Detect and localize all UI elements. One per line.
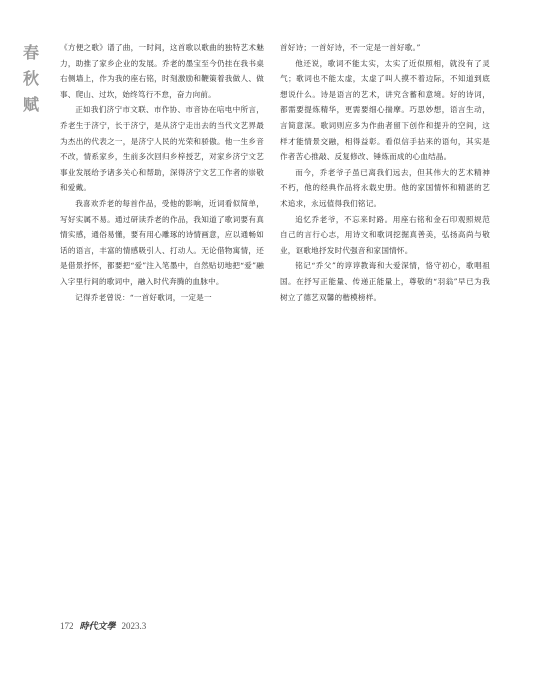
section-title-char: 秋	[22, 69, 39, 88]
paragraph: 而今，乔老爷子虽已离我们远去，但其伟大的艺术精神不朽，他的经典作品将永载史册。他的家国情怀和精湛的艺术追求，永远值得我们铭记。	[280, 167, 490, 208]
paragraph: 我喜欢乔老的每首作品，受他的影响，近词看似简单，写好实属不易。通过研读乔老的作品，我知道了歌词要有真情实感，通俗易懂，要有用心雕琢的诗情画意，应以通畅如话的语言，丰富的情感吸引人、打动人。无论借物寓情，还是借景抒怀，都要把“爱”注入笔墨中，自然贴切地把“爱”融入字里行间的歌词中，融入时代奔腾的血脉中。	[60, 198, 264, 286]
paragraph: 正如我们济宁市文联、市作协、市音协在唁电中所言，乔老生于济宁，长于济宁，是从济宁走出去的当代文艺界最为杰出的代表之一，是济宁人民的光荣和骄傲。他一生乡音不改，情系家乡，生前多次回归乡梓授艺，对家乡济宁文艺事业发展给予诸多关心和帮助，深得济宁文艺工作者的崇敬和爱戴。	[60, 105, 264, 193]
paragraph: 《方便之歌》谱了曲，一时间，这首歌以歌曲的独特艺术魅力，助推了家乡企业的发展。乔老的墨宝至今仍挂在我书桌右侧墙上，作为我的座右铭，时刻激励和鞭策着我做人、做事、爬山、过坎，始终笃行不怠，奋力向前。	[60, 43, 264, 99]
paragraph: 铭记“乔父”的谆谆教诲和大爱深情，恪守初心，歌唱祖国。在抒写正能量、传递正能量上，尊敬的“羽翁”早已为我树立了德艺双馨的楷模榜样。	[280, 261, 490, 302]
page-footer	[60, 619, 146, 632]
page-number: 172	[60, 621, 74, 631]
paragraph: 他还说，歌词不能太实，太实了近似照相，就没有了灵气；歌词也不能太虚，太虚了叫人摸不着边际，不知道到底想说什么。诗是语言的艺术，讲究含蓄和意境。好的诗词，都需要提炼精华，更需要细心揣摩。巧思妙想，语言生动，言简意深。歌词则应多为作曲者留下创作和提升的空间，这样才能情景交融，相得益彰。看似信手拈来的语句，其实是作者苦心推敲、反复修改、锤炼而成的心血结晶。	[280, 58, 490, 162]
section-title-char: 春	[22, 43, 39, 62]
issue-number: 2023.3	[121, 621, 147, 631]
paragraph: 记得乔老曾说：“一首好歌词，一定是一	[75, 292, 212, 302]
right-text-column	[280, 40, 490, 305]
left-text-column	[60, 40, 264, 305]
section-title	[18, 40, 44, 118]
paragraph: 首好诗；一首好诗，不一定是一首好歌。”	[280, 43, 421, 52]
section-title-char: 赋	[22, 95, 39, 114]
magazine-name: 時代文學	[79, 622, 116, 632]
paragraph: 追忆乔老爷，不忘来时路。用座右铭和金石印观照规范自己的言行心志，用诗文和歌词挖掘真善美，弘扬高尚与敬业，讴歌地抒发时代强音和家国情怀。	[280, 214, 490, 255]
